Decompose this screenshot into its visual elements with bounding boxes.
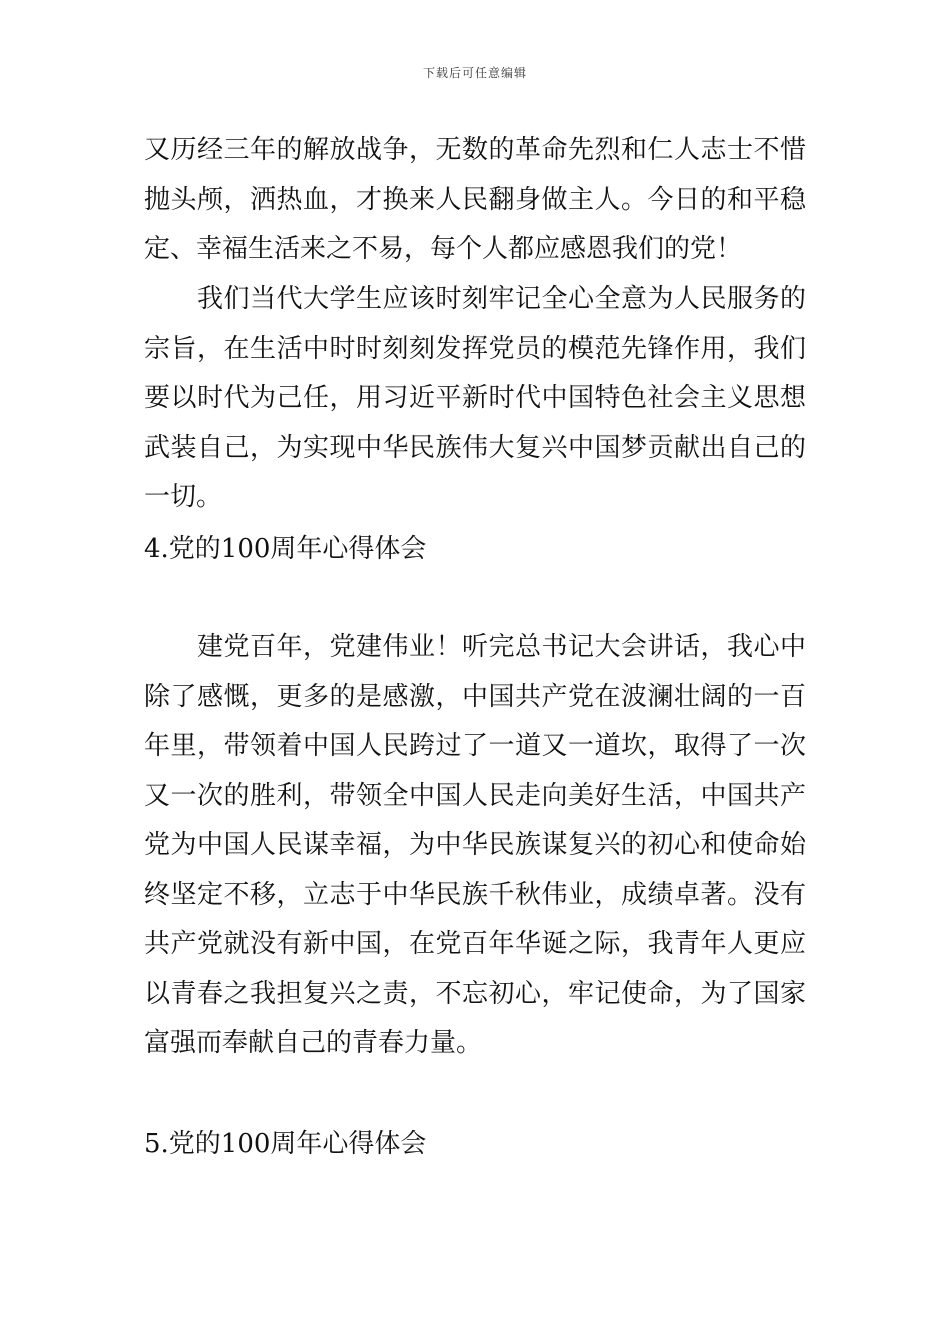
paragraph-centenary: 建党百年，党建伟业！听完总书记大会讲话，我心中除了感慨，更多的是感激，中国共产党在波澜壮阔的一百年里，带领着中国人民跨过了一道又一道坎，取得了一次又一次的胜利，带领全中国人民走向美好生活，中国共产党为中国人民谋幸福，为中华民族谋复兴的初心和使命始终坚定不移，立志于中华民族千秋伟业，成绩卓著。没有共产党就没有新中国，在党百年华诞之际，我青年人更应以青春之我担复兴之责，不忘初心，牢记使命，为了国家富强而奉献自己的青春力量。 bbox=[144, 632, 806, 1058]
section-heading-5: 5.党的100周年心得体会 bbox=[144, 1129, 427, 1159]
page-header: 下载后可任意编辑 bbox=[422, 66, 527, 80]
paragraph-continuation: 又历经三年的解放战争，无数的革命先烈和仁人志士不惜抛头颅，洒热血，才换来人民翻身做主人。今日的和平稳定、幸福生活来之不易，每个人都应感恩我们的党！ bbox=[144, 135, 806, 264]
paragraph-students: 我们当代大学生应该时刻牢记全心全意为人民服务的宗旨，在生活中时时刻刻发挥党员的模范先锋作用，我们要以时代为己任，用习近平新时代中国特色社会主义思想武装自己，为实现中华民族伟大复兴中国梦贡献出自己的一切。 bbox=[144, 284, 806, 512]
section-heading-4: 4.党的100周年心得体会 bbox=[144, 534, 427, 564]
